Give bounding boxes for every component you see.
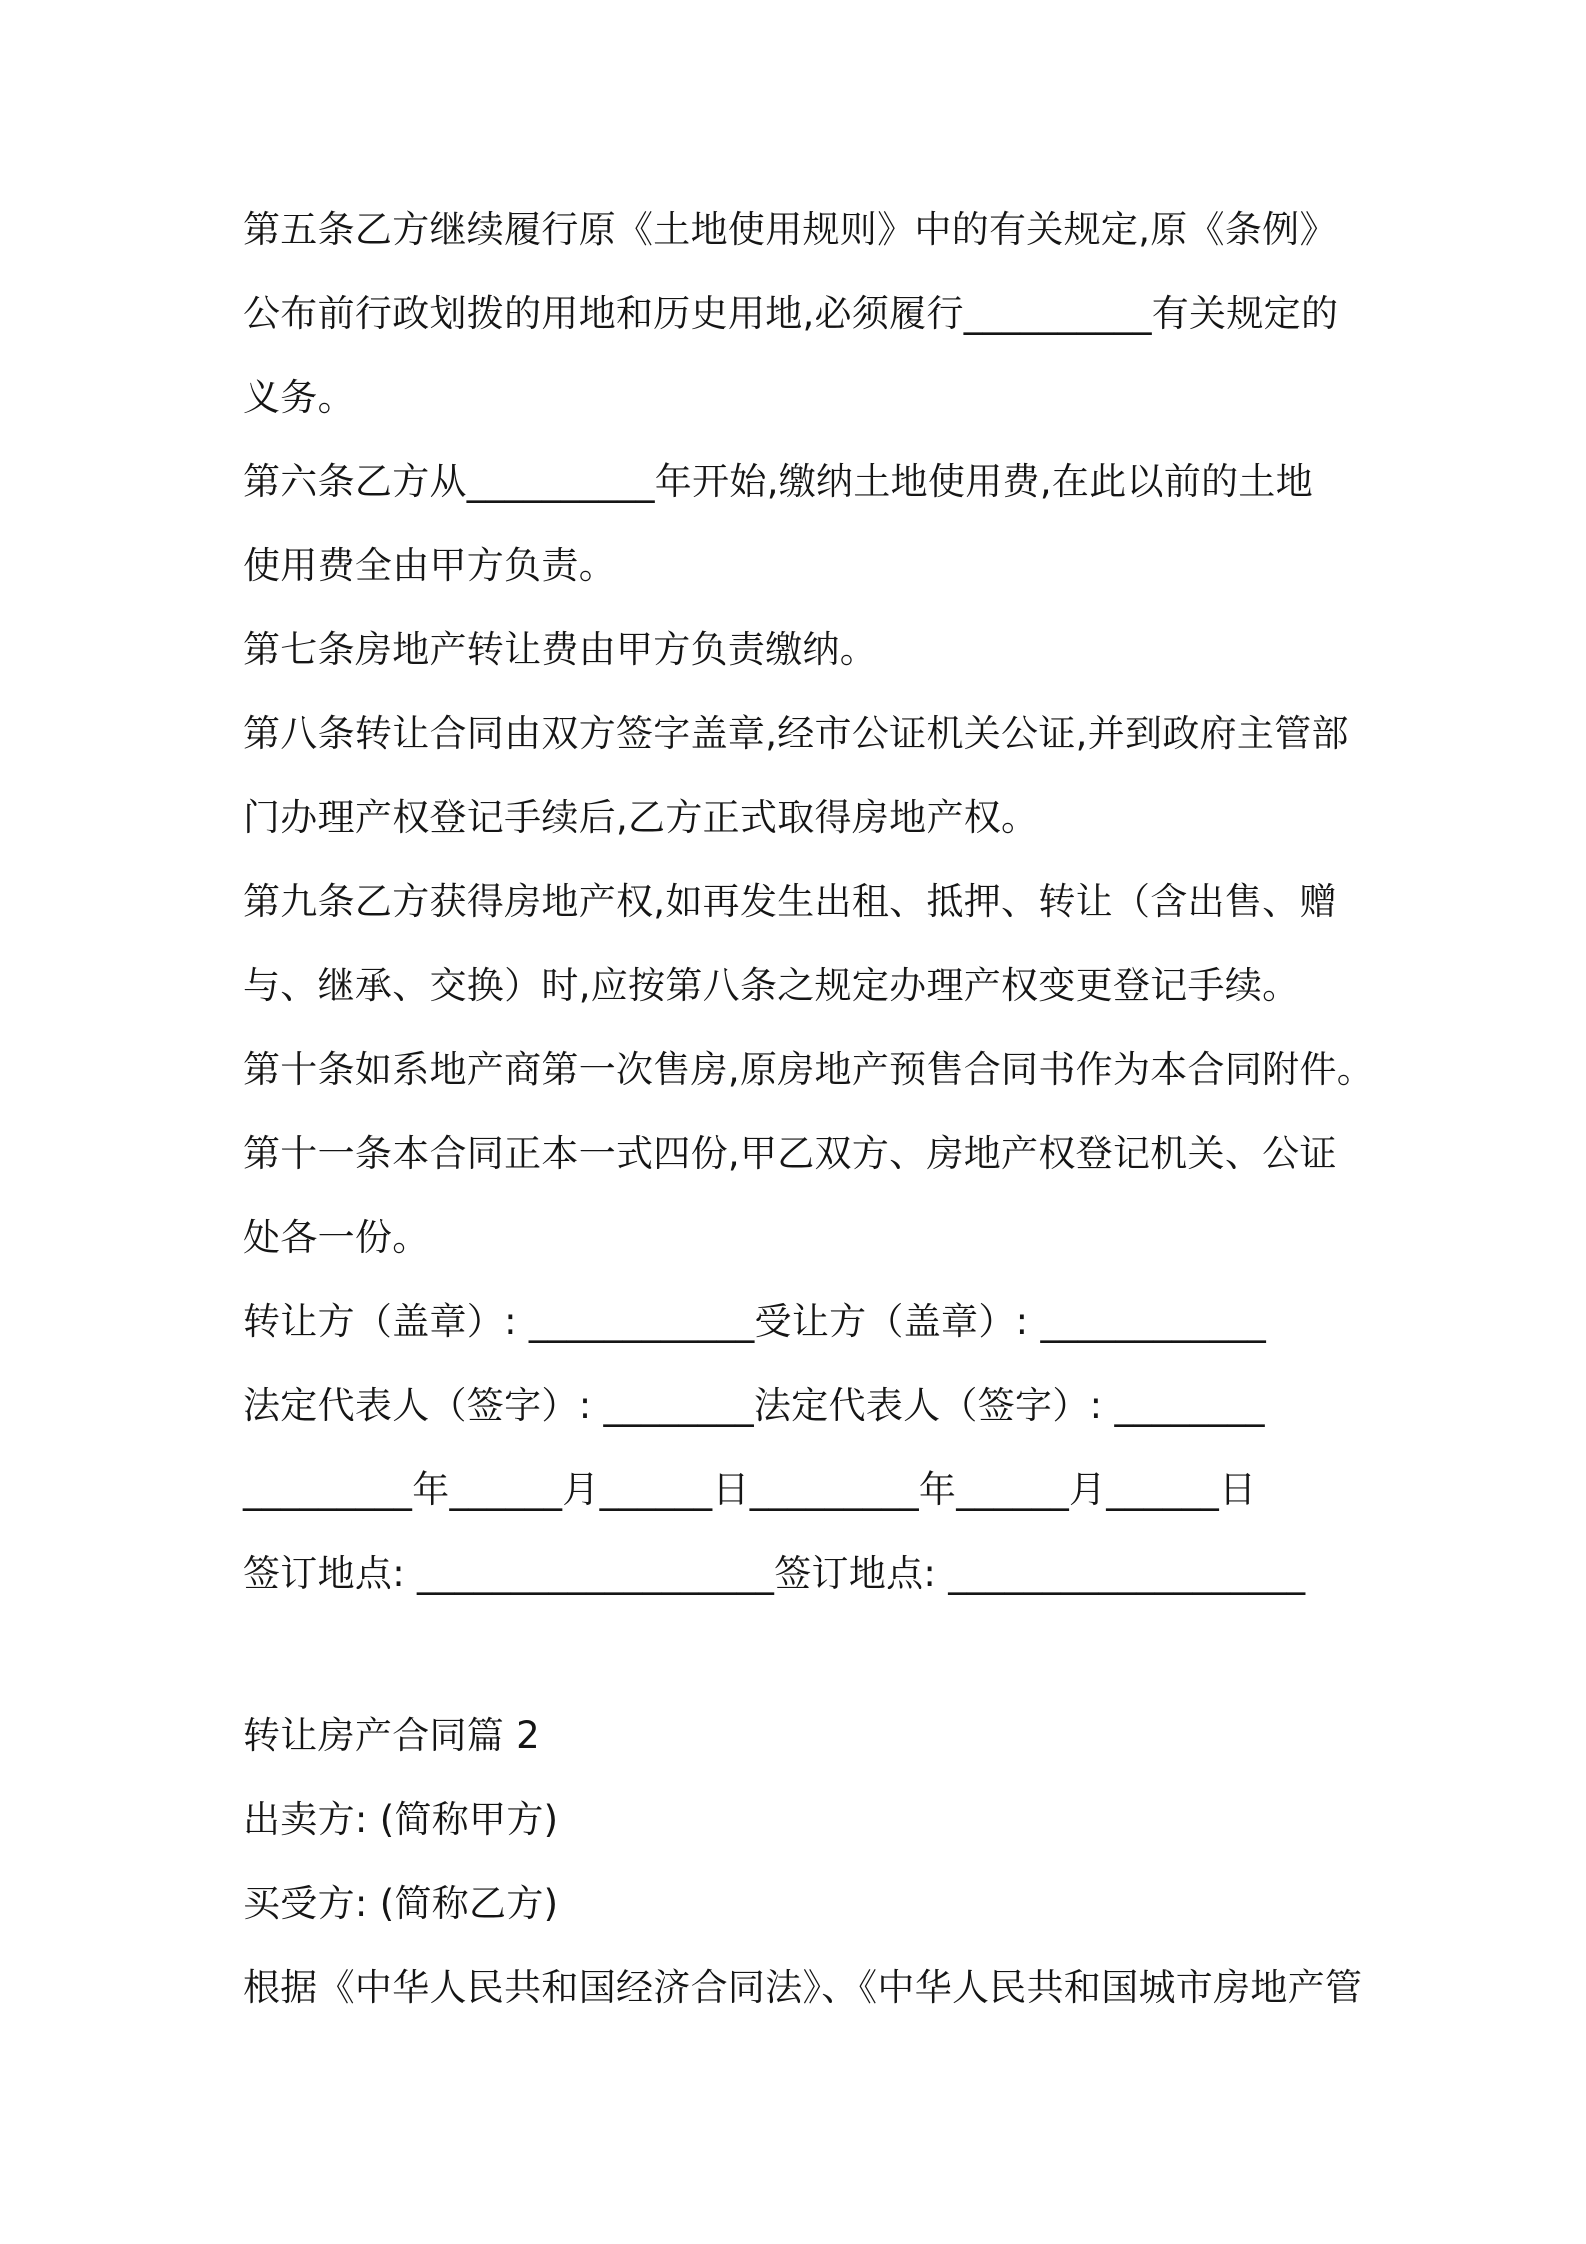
article-5-line-2: 公布前行政划拨的用地和历史用地,必须履行__________有关规定的 <box>243 292 1339 335</box>
article-5-line-1: 第五条乙方继续履行原《土地使用规则》中的有关规定,原《条例》 <box>243 208 1337 251</box>
legal-representative-line: 法定代表人（签字）: ________法定代表人（签字）: ________ <box>243 1384 1265 1427</box>
article-10-line: 第十条如系地产商第一次售房,原房地产预售合同书作为本合同附件。 <box>243 1048 1375 1091</box>
basis-line: 根据《中华人民共和国经济合同法》、《中华人民共和国城市房地产管 <box>243 1966 1363 2009</box>
article-11-line-1: 第十一条本合同正本一式四份,甲乙双方、房地产权登记机关、公证 <box>243 1132 1337 1175</box>
article-11-line-2: 处各一份。 <box>243 1216 430 1259</box>
article-6-line-2: 使用费全由甲方负责。 <box>243 544 616 587</box>
article-6-line-1: 第六条乙方从__________年开始,缴纳土地使用费,在此以前的土地 <box>243 460 1314 503</box>
article-8-line-1: 第八条转让合同由双方签字盖章,经市公证机关公证,并到政府主管部 <box>243 712 1349 755</box>
document-body <box>243 198 1375 2040</box>
article-8-line-2: 门办理产权登记手续后,乙方正式取得房地产权。 <box>243 796 1039 839</box>
article-9-line-2: 与、继承、交换）时,应按第八条之规定办理产权变更登记手续。 <box>243 964 1300 1007</box>
date-line: _________年______月______日_________年______月______日 <box>243 1468 1257 1511</box>
article-5-line-3: 义务。 <box>243 376 355 419</box>
signing-location-line: 签订地点: ___________________签订地点: ___________________ <box>243 1552 1306 1595</box>
buyer-line: 买受方: (简称乙方) <box>243 1882 559 1925</box>
article-9-line-1: 第九条乙方获得房地产权,如再发生出租、抵押、转让（含出售、赠 <box>243 880 1337 923</box>
section-2-title: 转让房产合同篇 2 <box>243 1714 541 1757</box>
article-7-line: 第七条房地产转让费由甲方负责缴纳。 <box>243 628 878 671</box>
seller-line: 出卖方: (简称甲方) <box>243 1798 559 1841</box>
signature-seal-line: 转让方（盖章）: ____________受让方（盖章）: ____________ <box>243 1300 1267 1343</box>
section-gap <box>243 1626 1363 1704</box>
